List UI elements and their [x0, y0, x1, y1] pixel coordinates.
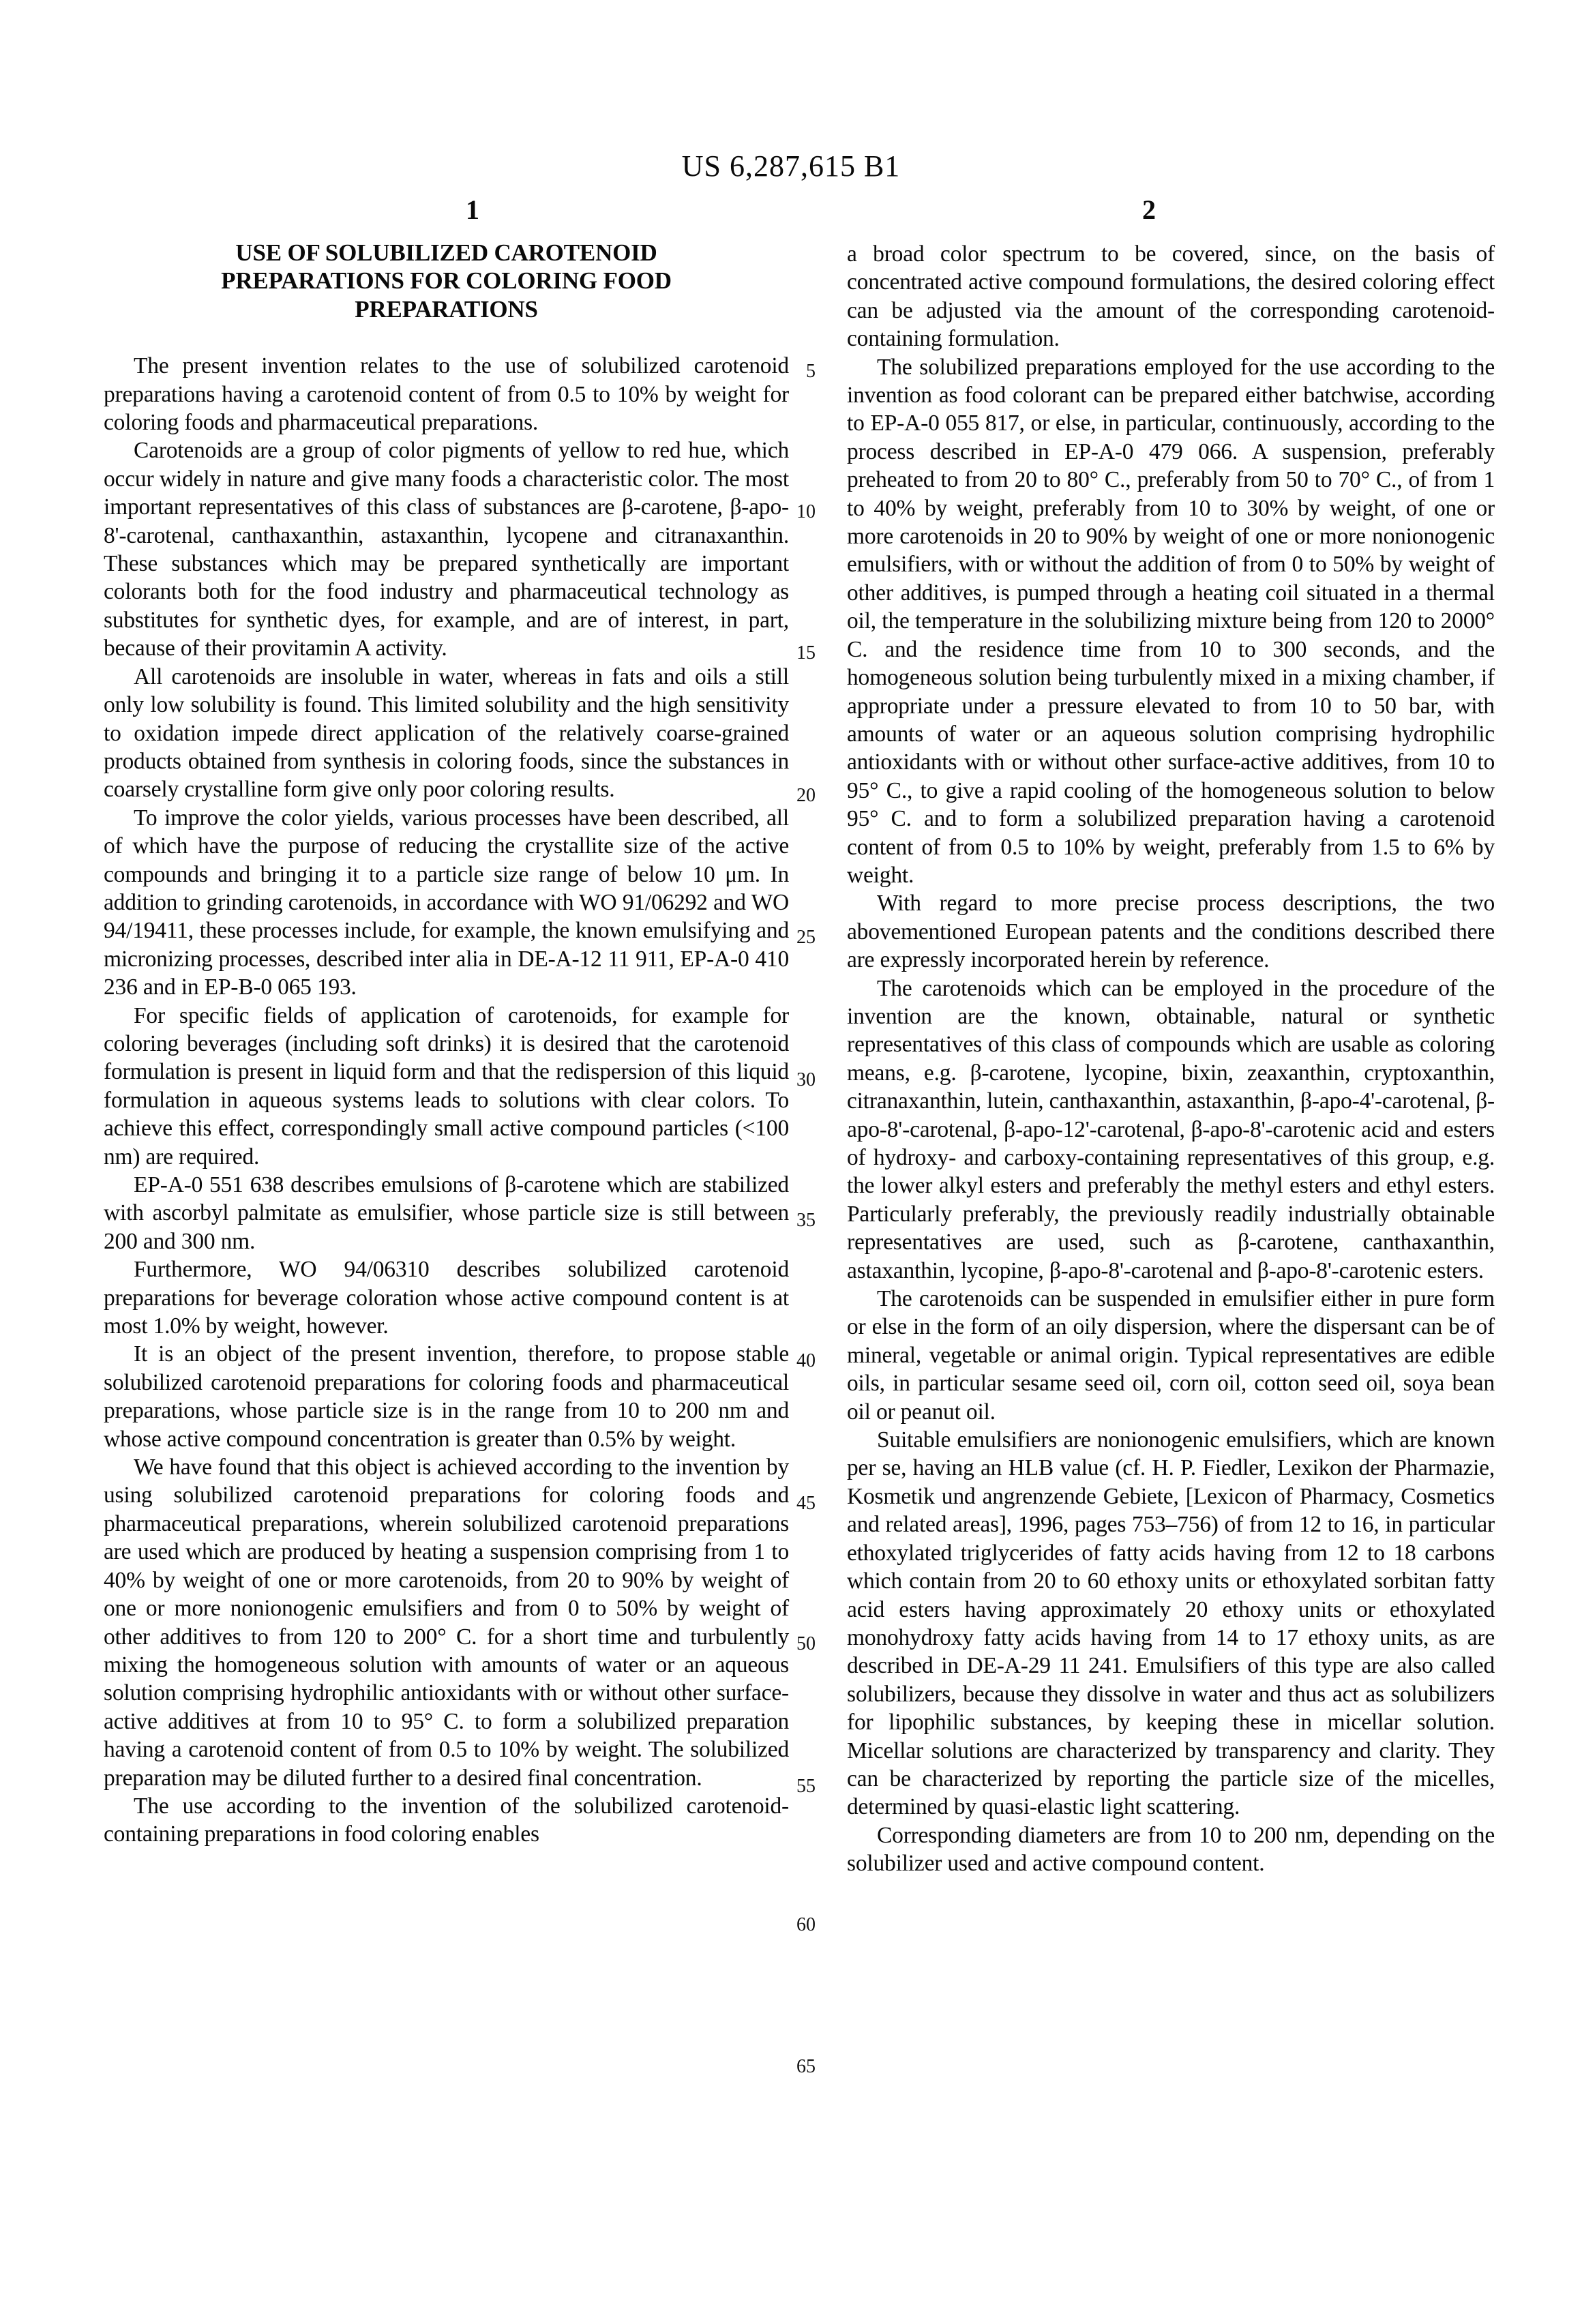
- paragraph: With regard to more precise process descriptions, the two abovementioned European patents and the conditions described there are expressly incorporated herein by reference.: [847, 891, 1495, 973]
- line-number: 30: [796, 1069, 816, 1090]
- paragraph: Suitable emulsifiers are nonionogenic emulsifiers, which are known per se, having an HLB value (cf. H. P. Fiedler, Lexikon der Pharmazie, Kosmetik und angrenzende Gebiete, [Lexicon of Pharmacy, Cosmetics and related areas], 1996, pages 753–756) of from 12 to 16, in particular ethoxylated triglycerides of fatty acids having from 12 to 18 carbons which contain from 20 to 60 ethoxy units or ethoxylated sorbitan fatty acid esters having approximately 20 ethoxy units or ethoxylated monohydroxy fatty acids having from 14 to 17 ethoxy units, as are described in DE-A-29 11 241. Emulsifiers of this type are also called solubilizers, because they dissolve in water and thus act as solubilizers for lipophilic substances, by keeping these in micellar solution. Micellar solutions are characterized by transparency and clarity. They can be characterized by reporting the particle size of the micelles, determined by quasi-elastic light scattering.: [847, 1427, 1495, 1820]
- line-number: 25: [796, 927, 816, 948]
- paragraph: It is an object of the present invention, therefore, to propose stable solubilized carotenoid preparations for coloring foods and pharmaceutical preparations, whose particle size is in the range from 10 to 200 nm and whose active compound concentration is greater than 0.5% by weight.: [104, 1341, 789, 1452]
- line-number: 65: [796, 2056, 816, 2077]
- line-number: 35: [796, 1210, 816, 1231]
- left-column: [104, 239, 789, 1849]
- paragraph: For specific fields of application of carotenoids, for example for coloring beverages (including soft drinks) it is desired that the carotenoid formulation is present in liquid form and that the redispersion of this liquid formulation in aqueous systems leads to solutions with clear colors. To achieve this effect, correspondingly small active compound particles (<100 nm) are required.: [104, 1002, 789, 1170]
- line-number: 45: [796, 1493, 816, 1514]
- paragraph: The present invention relates to the use of solubilized carotenoid preparations having a carotenoid content of from 0.5 to 10% by weight for coloring foods and pharmaceutical preparations.: [104, 353, 789, 436]
- right-column: [847, 240, 1495, 1878]
- paragraph: The solubilized preparations employed for the use according to the invention as food colorant can be prepared either batchwise, according to EP-A-0 055 817, or else, in particular, continuously, according to the process described in EP-A-0 479 066. A suspension, preferably preheated to from 20 to 80° C., preferably from 50 to 70° C., of from 1 to 40% by weight, preferably from 10 to 30% by weight, of one or more carotenoids in 20 to 90% by weight of one or more nonionogenic emulsifiers, with or without the addition of from 0 to 50% by weight of other additives, is pumped through a heating coil situated in a thermal oil, the temperature in the solubilizing mixture being from 120 to 2000° C. and the residence time from 10 to 300 seconds, and the homogeneous solution being turbulently mixed in a mixing chamber, if appropriate under a pressure elevated to from 10 to 50 bar, with amounts of water or an aqueous solution comprising hydrophilic antioxidants with or without other surface-active additives, from 10 to 95° C., to give a rapid cooling of the homogeneous solution to below 95° C. and to form a solubilized preparation having a carotenoid content of from 0.5 to 10% by weight, preferably from 1.5 to 6% by weight.: [847, 354, 1495, 888]
- line-number: 5: [806, 361, 816, 382]
- column-number-left: 1: [466, 194, 479, 225]
- line-number: 15: [796, 642, 816, 664]
- paragraph: a broad color spectrum to be covered, since, on the basis of concentrated active compound formulations, the desired coloring effect can be adjusted via the amount of the corresponding carotenoid-containing formulation.: [847, 241, 1495, 352]
- paragraph: Furthermore, WO 94/06310 describes solubilized carotenoid preparations for beverage coloration whose active compound content is at most 1.0% by weight, however.: [104, 1257, 789, 1339]
- paragraph: Carotenoids are a group of color pigments of yellow to red hue, which occur widely in nature and give many foods a characteristic color. The most important representatives of this class of substances are β-carotene, β-apo-8'-carotenal, canthaxanthin, astaxanthin, lycopene and citranaxanthin. These substances which may be prepared synthetically are important colorants both for the food industry and pharmaceutical technology as substitutes for synthetic dyes, for example, and are of interest, in part, because of their provitamin A activity.: [104, 438, 789, 661]
- paragraph: All carotenoids are insoluble in water, whereas in fats and oils a still only low solubility is found. This limited solubility and the high sensitivity to oxidation impede direct application of the relatively coarse-grained products obtained from synthesis in coloring foods, since the substances in coarsely crystalline form give only poor coloring results.: [104, 664, 789, 803]
- line-number: 10: [796, 501, 816, 522]
- paragraph: Corresponding diameters are from 10 to 200 nm, depending on the solubilizer used and active compound content.: [847, 1822, 1495, 1877]
- paragraph: The carotenoids can be suspended in emulsifier either in pure form or else in the form of an oily dispersion, where the dispersant can be of mineral, vegetable or animal origin. Typical representatives are edible oils, in particular sesame seed oil, corn oil, cotton seed oil, soya bean oil or peanut oil.: [847, 1286, 1495, 1425]
- patent-number: US 6,287,615 B1: [681, 149, 901, 183]
- paragraph: The use according to the invention of the solubilized carotenoid-containing preparations in food coloring enables: [104, 1793, 789, 1847]
- paragraph: To improve the color yields, various processes have been described, all of which have the purpose of reducing the crystallite size of the active compounds and bringing it to a particle size range of below 10 μm. In addition to grinding carotenoids, in accordance with WO 91/06292 and WO 94/19411, these processes include, for example, the known emulsifying and micronizing processes, described inter alia in DE-A-12 11 911, EP-A-0 410 236 and in EP-B-0 065 193.: [104, 805, 789, 1000]
- line-number: 40: [796, 1350, 816, 1371]
- paragraph: EP-A-0 551 638 describes emulsions of β-carotene which are stabilized with ascorbyl palmitate as emulsifier, whose particle size is still between 200 and 300 nm.: [104, 1172, 789, 1254]
- paragraph: We have found that this object is achieved according to the invention by using solubilized carotenoid preparations for coloring foods and pharmaceutical preparations, wherein solubilized carotenoid preparations are used which are produced by heating a suspension comprising from 1 to 40% by weight of one or more carotenoids, from 20 to 90% by weight of one or more nonionogenic emulsifiers and from 0 to 50% by weight of other additives to from 120 to 200° C. for a short time and turbulently mixing the homogeneous solution with amounts of water or an aqueous solution comprising hydrophilic antioxidants with or without other surface-active additives at from 10 to 95° C. to form a solubilized preparation having a carotenoid content of from 0.5 to 10% by weight. The solubilized preparation may be diluted further to a desired final concentration.: [104, 1455, 789, 1791]
- line-number: 60: [796, 1914, 816, 1935]
- column-number-right: 2: [1142, 194, 1156, 225]
- invention-title: USE OF SOLUBILIZED CAROTENOID PREPARATIONS FOR COLORING FOOD PREPARATIONS: [221, 239, 672, 323]
- line-number: 55: [796, 1776, 816, 1797]
- line-number: 50: [796, 1633, 816, 1654]
- line-number: 20: [796, 785, 816, 806]
- paragraph: The carotenoids which can be employed in the procedure of the invention are the known, obtainable, natural or synthetic representatives of this class of compounds which are usable as coloring means, e.g. β-carotene, lycopine, bixin, zeaxanthin, cryptoxanthin, citranaxanthin, lutein, canthaxanthin, astaxanthin, β-apo-4'-carotenal, β-apo-8'-carotenal, β-apo-12'-carotenal, β-apo-8'-carotenic acid and esters of hydroxy- and carboxy-containing representatives of this group, e.g. the lower alkyl esters and preferably the methyl esters and ethyl esters. Particularly preferably, the previously readily industrially obtainable representatives are used, such as β-carotene, canthaxanthin, astaxanthin, lycopine, β-apo-8'-carotenal and β-apo-8'-carotenic esters.: [847, 975, 1495, 1283]
